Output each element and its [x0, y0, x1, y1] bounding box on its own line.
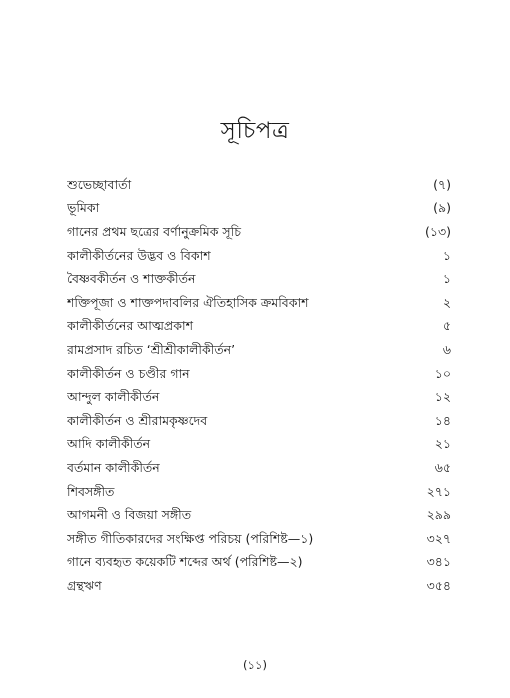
toc-entry — [67, 435, 451, 459]
toc-entry-page: ১২ — [434, 389, 451, 405]
toc-entry-title: আন্দুল কালীকীর্তন — [67, 389, 160, 405]
toc-entry — [67, 505, 451, 529]
toc-entry — [67, 222, 451, 246]
toc-entry — [67, 364, 451, 388]
toc-entry-title: বৈষ্ণবকীর্তন ও শাক্তকীর্তন — [67, 271, 196, 287]
toc-entry-page: ২ — [442, 294, 451, 310]
toc-entry-title: গ্রন্থঋণ — [67, 577, 102, 593]
toc-entry-title: শক্তিপূজা ও শাক্তপদাবলির ঐতিহাসিক ক্রমবিকাশ — [67, 294, 309, 310]
toc-entry-page: ২৭১ — [426, 483, 451, 499]
toc-entry-page: ২১ — [434, 436, 451, 452]
toc-entry-title: রামপ্রসাদ রচিত ‘শ্রীশ্রীকালীকীর্তন’ — [67, 341, 236, 357]
toc-entry — [67, 482, 451, 506]
toc-entry-title: সঙ্গীত গীতিকারদের সংক্ষিপ্ত পরিচয় (পরিশিষ্ট—১) — [67, 530, 314, 546]
toc-entry — [67, 553, 451, 577]
toc-entry-title: আগমনী ও বিজয়া সঙ্গীত — [67, 507, 192, 523]
toc-entry-page: ৩৫৪ — [426, 577, 451, 593]
toc-entry-page: ৬ — [442, 341, 451, 357]
toc-entry — [67, 340, 451, 364]
toc-entry-page: ৫ — [442, 318, 451, 334]
toc-entry-title: গানের প্রথম ছত্রের বর্ণানুক্রমিক সূচি — [67, 223, 241, 239]
toc-entry — [67, 317, 451, 341]
toc-entry — [67, 246, 451, 270]
toc-entry — [67, 576, 451, 600]
toc-entry — [67, 458, 451, 482]
toc-entry-title: গানে ব্যবহৃত কয়েকটি শব্দের অর্থ (পরিশিষ্ট—২) — [67, 554, 303, 570]
toc-entry-title: কালীকীর্তন ও চণ্ডীর গান — [67, 365, 190, 381]
toc-entry — [67, 199, 451, 223]
toc-entry-title: বর্তমান কালীকীর্তন — [67, 459, 160, 475]
toc-entry-page: ৩২৭ — [426, 530, 451, 546]
toc-entry-page: ১ — [442, 271, 451, 287]
toc-entry — [67, 293, 451, 317]
toc-entry-title: কালীকীর্তনের আত্মপ্রকাশ — [67, 318, 194, 334]
page-title: সূচিপত্র — [220, 118, 290, 144]
toc-entry-title: শুভেচ্ছাবার্তা — [67, 176, 132, 192]
page-number: (১১) — [243, 658, 267, 672]
toc-entry-page: (৭) — [433, 176, 451, 192]
toc-entry-page: (১৩) — [425, 223, 451, 239]
toc-entry-page: ৩৪১ — [426, 554, 451, 570]
toc-entry-title: কালীকীর্তনের উদ্ভব ও বিকাশ — [67, 247, 211, 263]
toc-entry — [67, 387, 451, 411]
toc-entry-page: (৯) — [433, 200, 451, 216]
table-of-contents — [67, 175, 451, 600]
toc-entry-page: ২৯৯ — [426, 507, 451, 523]
toc-entry-page: ১০ — [434, 365, 451, 381]
toc-entry-title: কালীকীর্তন ও শ্রীরামকৃষ্ণদেব — [67, 412, 208, 428]
toc-entry-title: শিবসঙ্গীত — [67, 483, 115, 499]
toc-entry — [67, 175, 451, 199]
toc-entry — [67, 529, 451, 553]
toc-entry — [67, 269, 451, 293]
toc-entry-page: ১ — [442, 247, 451, 263]
toc-entry-page: ৬৫ — [434, 459, 451, 475]
toc-entry — [67, 411, 451, 435]
toc-entry-title: আদি কালীকীর্তন — [67, 436, 151, 452]
toc-entry-title: ভূমিকা — [67, 200, 100, 216]
toc-entry-page: ১৪ — [434, 412, 451, 428]
